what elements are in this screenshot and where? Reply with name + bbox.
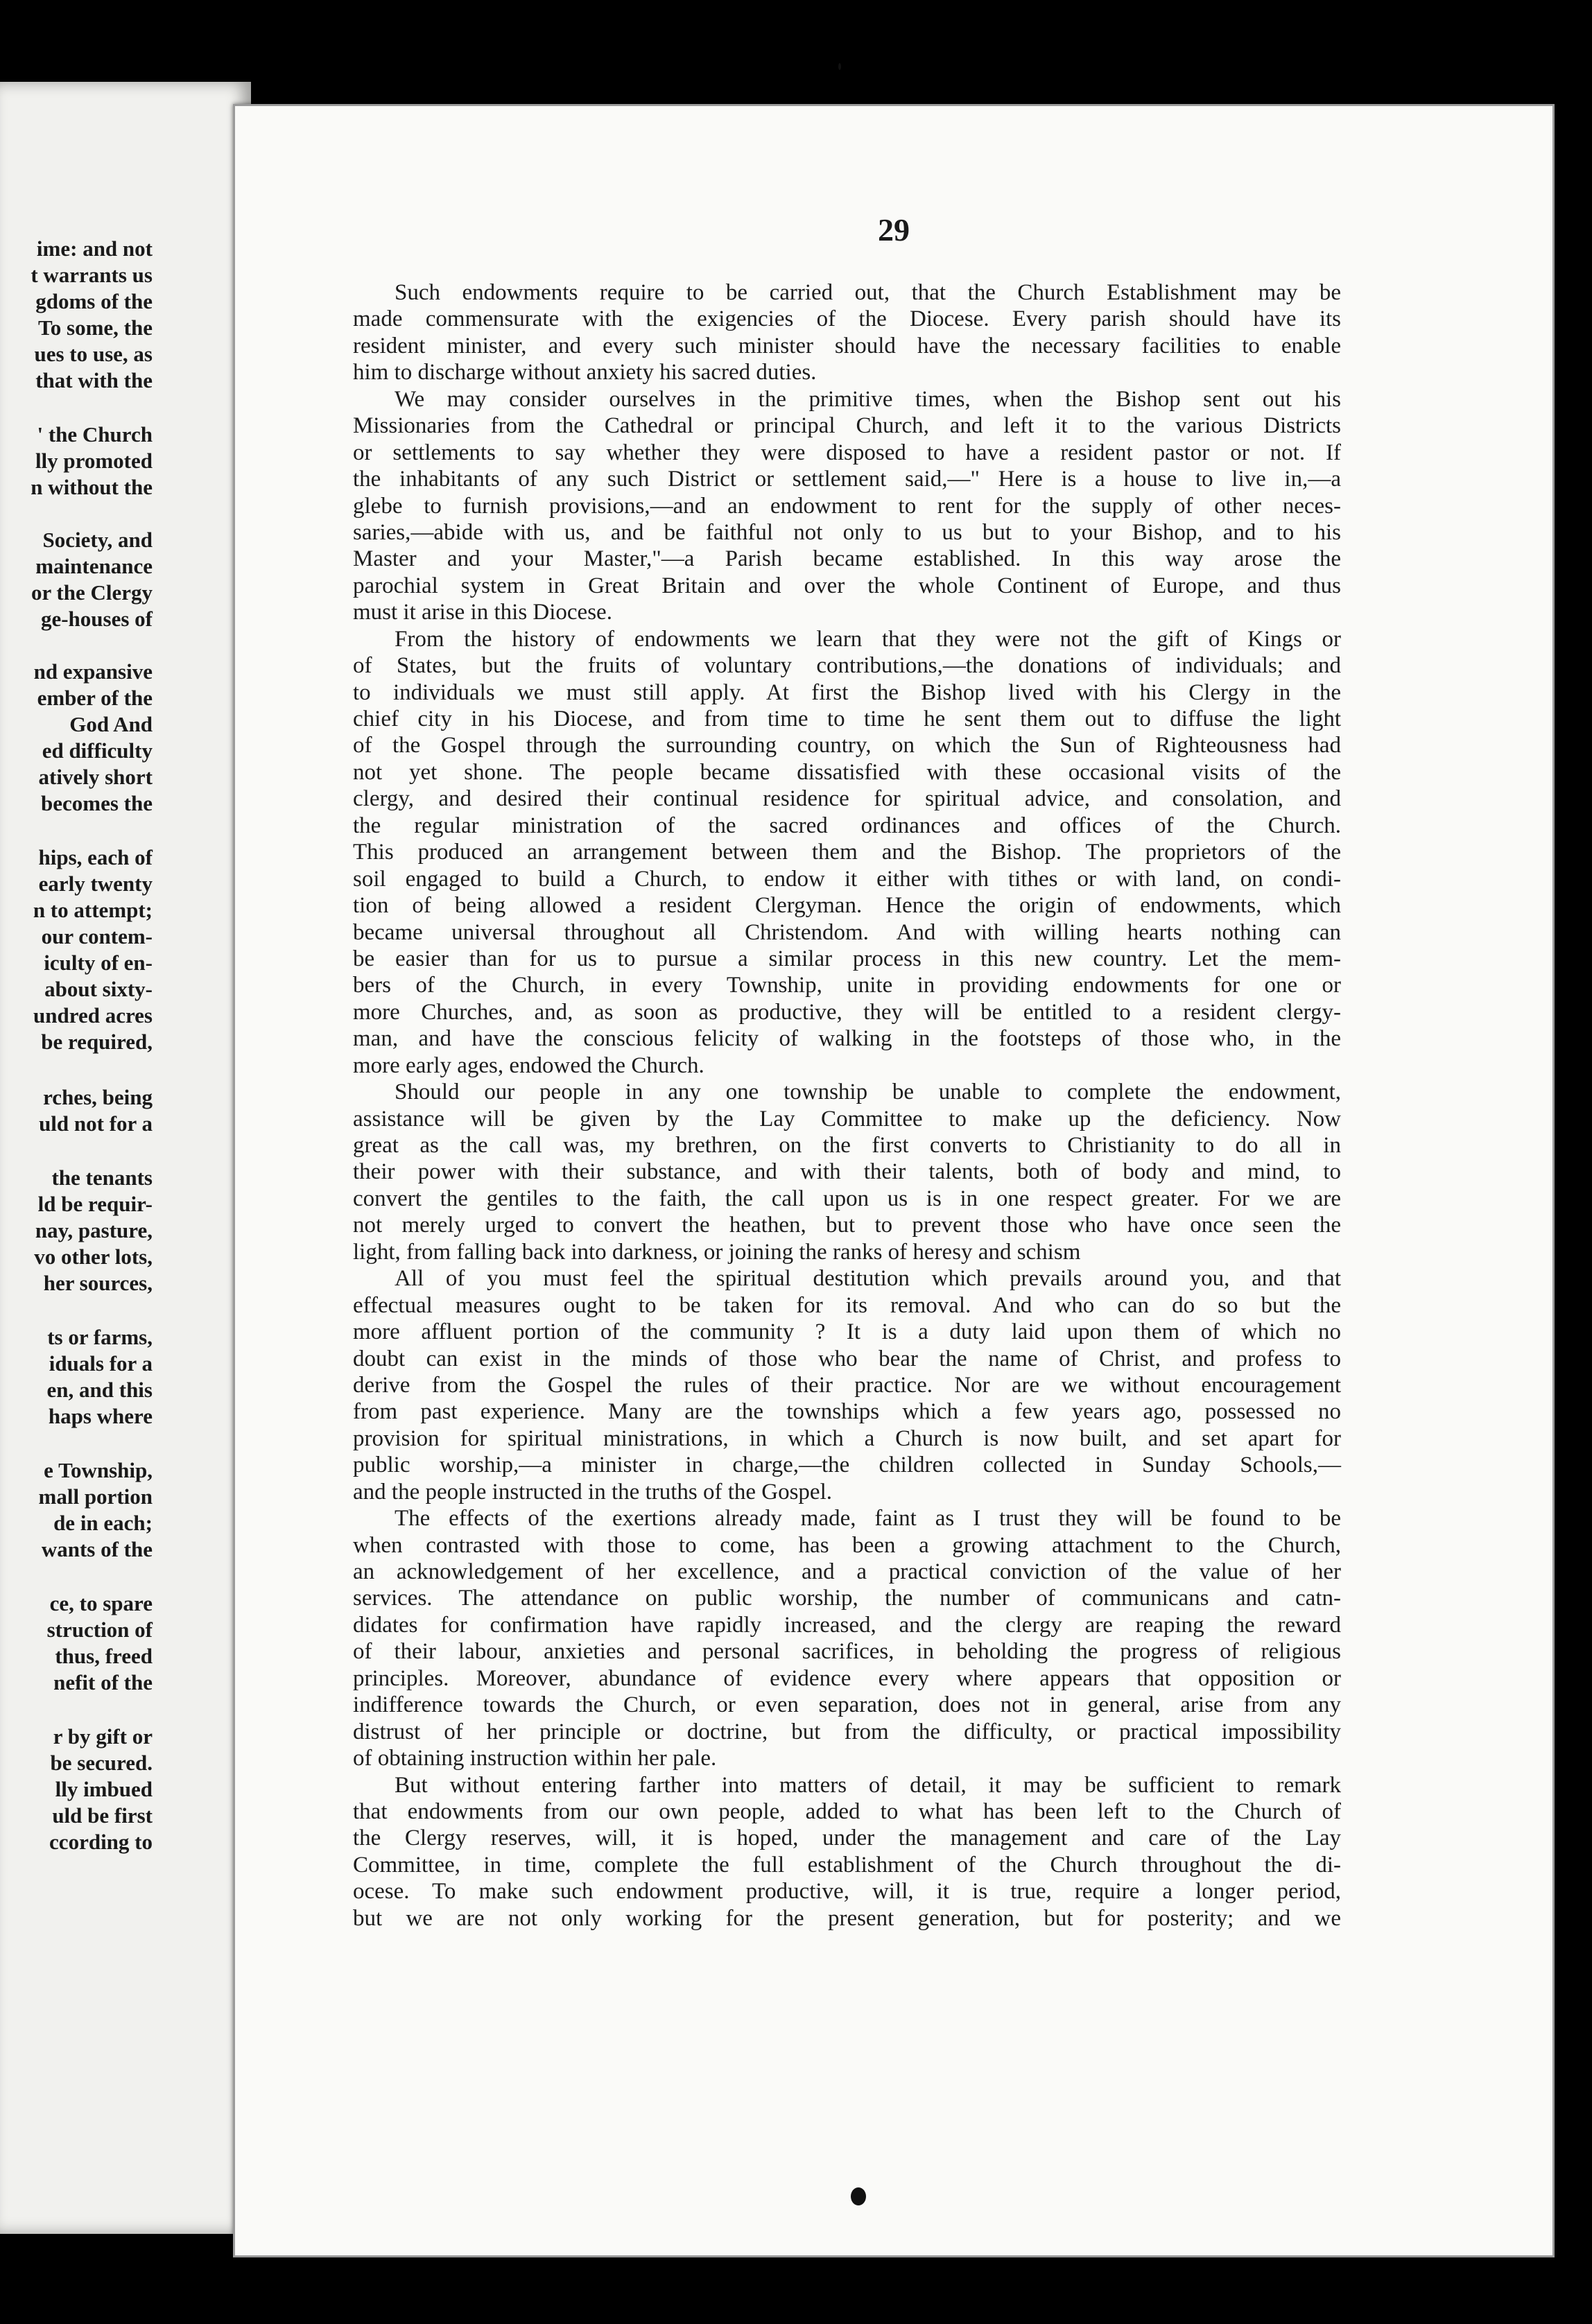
text-line: Should our people in any one township be unable to complete the endowment, [395,1079,1341,1105]
left-page-line: early twenty [38,872,153,896]
left-page-line: nefit of the [53,1670,153,1694]
left-page-line: ccording to [49,1830,153,1854]
text-line: must it arise in this Diocese. [353,600,612,625]
text-line: Missionaries from the Cathedral or principal Church, and left it to the various Districts [353,413,1341,439]
text-line: more affluent portion of the community ? It is a duty laid upon them of which no [353,1319,1341,1345]
text-line: became universal throughout all Christendom. And with willing hearts nothing can [353,919,1341,945]
left-page-line: de in each; [53,1511,153,1535]
text-line: glebe to furnish provisions,—and an endowment to rent for the supply of other neces- [353,493,1341,519]
text-line: their power with their substance, and with their talents, both of body and mind, to [353,1159,1341,1185]
text-line: be easier than for us to pursue a similar process in this new country. Let the mem- [353,946,1341,971]
left-page-fragment [0,82,251,2234]
left-page-line: ts or farms, [47,1325,153,1349]
left-page-line: ed difficulty [42,738,153,763]
left-page-line: hips, each of [38,845,153,869]
text-line: The effects of the exertions already made, faint as I trust they will be found to be [395,1506,1341,1532]
left-page-line: n to attempt; [33,898,153,922]
text-line: distrust of her principle or doctrine, but from the difficulty, or practical impossibility [353,1719,1341,1744]
text-line: tion of being allowed a resident Clergyman. Hence the origin of endowments, which [353,893,1341,919]
left-page-line: ce, to spare [49,1591,153,1615]
text-line: bers of the Church, in every Township, unite in providing endowments for one or [353,973,1341,998]
text-line: principles. Moreover, abundance of evidence every where appears that opposition or [353,1665,1341,1691]
left-page-line: be secured. [50,1751,153,1775]
left-page-line: ember of the [37,686,153,710]
left-page-line: her sources, [43,1271,153,1295]
left-page-line: r by gift or [53,1724,153,1749]
left-page-line: Society, and [42,528,153,552]
text-line: doubt can exist in the minds of those who bear the name of Christ, and profess to [353,1346,1341,1371]
text-line: chief city in his Diocese, and from time to time he sent them out to diffuse the light [353,706,1341,731]
text-line: didates for confirmation have rapidly increased, and the clergy are reaping the reward [353,1612,1341,1638]
text-line: public worship,—a minister in charge,—the children collected in Sunday Schools,— [353,1452,1341,1478]
text-line: great as the call was, my brethren, on the first converts to Christianity to do all in [353,1133,1341,1158]
left-page-line: iculty of en- [44,951,153,975]
left-page-line: nd expansive [33,659,153,684]
left-page-line: mall portion [38,1484,153,1509]
text-line: assistance will be given by the Lay Committee to make up the deficiency. Now [353,1106,1341,1131]
text-line: made commensurate with the exigencies of the Diocese. Every parish should have its [353,306,1341,332]
text-line: when contrasted with those to come, has been a growing attachment to the Church, [353,1532,1341,1558]
left-page-line: ld be requir- [37,1192,153,1216]
left-page-line: ge-houses of [40,607,153,631]
text-line: of their labour, anxieties and personal sacrifices, in beholding the progress of religious [353,1639,1341,1665]
text-line: parochial system in Great Britain and over the whole Continent of Europe, and thus [353,573,1341,598]
text-line: resident minister, and every such minister should have the necessary facilities to enable [353,333,1341,358]
text-line: Such endowments require to be carried out, that the Church Establishment may be [395,280,1341,305]
left-page-line: about sixty- [44,977,153,1001]
text-line: to individuals we must still apply. At first the Bishop lived with his Clergy in the [353,679,1341,705]
text-line: But without entering farther into matters of detail, it may be sufficient to remark [395,1772,1341,1798]
text-line: Master and your Master,"—a Parish became established. In this way arose the [353,546,1341,572]
left-page-line: nay, pasture, [35,1218,153,1242]
text-line: and the people instructed in the truths of the Gospel. [353,1479,833,1504]
left-page-line: haps where [48,1404,153,1428]
left-page-line: en, and this [46,1378,153,1402]
text-line: From the history of endowments we learn that they were not the gift of Kings or [395,626,1341,652]
text-line: but we are not only working for the present generation, but for posterity; and we [353,1905,1341,1931]
text-line: All of you must feel the spiritual destitution which prevails around you, and that [395,1266,1341,1292]
text-line: Committee, in time, complete the full establishment of the Church throughout the di- [353,1852,1341,1878]
left-page-line: atively short [38,765,153,789]
text-line: or settlements to say whether they were disposed to have a resident pastor or not. If [353,440,1341,465]
page-number: 29 [878,212,910,248]
left-page-line: vo other lots, [34,1245,153,1269]
text-line: of the Gospel through the surrounding country, on which the Sun of Righteousness had [353,733,1341,758]
left-page-line: ' the Church [37,422,153,446]
left-page-line: ime: and not [36,236,153,261]
text-line: services. The attendance on public worship, the number of communicans and catn- [353,1586,1341,1611]
left-page-line: struction of [46,1618,153,1642]
left-page-line: or the Clergy [31,580,153,605]
text-line: the inhabitants of any such District or settlement said,—" Here is a house to live in,—a [353,467,1341,492]
text-line: We may consider ourselves in the primitive times, when the Bishop sent out his [395,386,1341,412]
text-line: light, from falling back into darkness, or joining the ranks of heresy and schism [353,1239,1081,1265]
text-line: not yet shone. The people became dissatisfied with these occasional visits of the [353,759,1341,785]
ink-speck [838,63,841,70]
left-page-line: that with the [35,368,153,392]
text-line: of obtaining instruction within her pale. [353,1746,717,1771]
text-line: clergy, and desired their continual residence for spiritual advice, and consolation, and [353,786,1341,812]
text-line: an acknowledgement of her excellence, and a practical conviction of the value of her [353,1559,1341,1584]
text-line: provision for spiritual ministrations, in which a Church is now built, and set apart for [353,1425,1341,1451]
text-line: not merely urged to convert the heathen, but to prevent those who have once seen the [353,1213,1341,1238]
left-page-line: our contem- [41,924,153,948]
text-line: more Churches, and, as soon as productive, they will be entitled to a resident clergy- [353,999,1341,1025]
left-page-line: undred acres [33,1003,153,1027]
left-page-line: e Township, [44,1458,153,1482]
text-line: ocese. To make such endowment productive, will, it is true, require a longer period, [353,1879,1341,1905]
left-page-line: iduals for a [49,1351,153,1376]
left-page-line: maintenance [35,554,153,578]
text-line: convert the gentiles to the faith, the call upon us is in one respect greater. For we are [353,1186,1341,1211]
left-page-line: lly promoted [35,449,153,473]
text-line: the regular ministration of the sacred ordinances and offices of the Church. [353,813,1341,838]
left-page-line: becomes the [41,791,153,815]
text-line: This produced an arrangement between them and the Bishop. The proprietors of the [353,840,1341,865]
text-line: him to discharge without anxiety his sacred duties. [353,360,817,385]
left-page-line: the tenants [51,1165,153,1190]
text-line: saries,—abide with us, and be faithful not only to us but to your Bishop, and to his [353,519,1341,545]
text-line: indifference towards the Church, or even separation, does not in general, arise from any [353,1692,1341,1718]
left-page-line: To some, the [37,315,153,340]
left-page-line: wants of the [41,1537,153,1561]
text-line: the Clergy reserves, will, it is hoped, under the management and care of the Lay [353,1826,1341,1851]
document-page [233,104,1555,2257]
body-text [353,279,1341,1932]
text-line: man, and have the conscious felicity of walking in the footsteps of those who, in the [353,1026,1341,1052]
text-line: derive from the Gospel the rules of their practice. Nor are we without encouragement [353,1372,1341,1398]
left-page-line: uld be first [52,1803,153,1828]
left-page-line: t warrants us [31,263,153,287]
left-page-line: be required, [41,1030,153,1054]
text-line: from past experience. Many are the townships which a few years ago, possessed no [353,1399,1341,1425]
text-line: more early ages, endowed the Church. [353,1052,704,1078]
text-line: that endowments from our own people, added to what has been left to the Church of [353,1798,1341,1824]
left-page-line: ues to use, as [34,342,153,366]
ink-blot [851,2187,866,2205]
left-page-line: n without the [31,475,153,499]
left-page-line: lly imbued [55,1777,153,1801]
text-line: of States, but the fruits of voluntary contributions,—the donations of individuals; and [353,653,1341,679]
text-line: effectual measures ought to be taken for its removal. And who can do so but the [353,1292,1341,1318]
left-page-line: uld not for a [39,1111,153,1136]
left-page-line: thus, freed [55,1644,153,1668]
left-page-line: God And [69,712,153,736]
text-line: soil engaged to build a Church, to endow it either with tithes or with land, on condi- [353,866,1341,892]
left-page-line: gdoms of the [35,289,153,313]
left-page-line: rches, being [43,1085,153,1109]
